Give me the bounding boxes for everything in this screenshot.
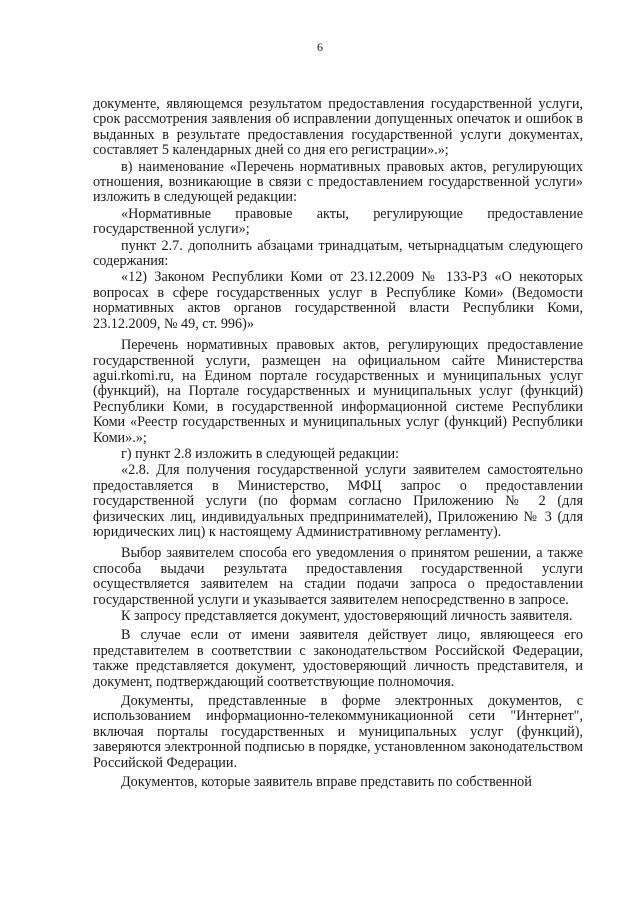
paragraph-2-8: «2.8. Для получения государственной услуги заявителем самостоятельно предоставляется в Министерство, МФЦ запрос о предоставлении государственной услуги (по формам согласно Приложению № 2 (для физических лиц, индивидуальных предпринимателей), Приложению № 3 (для юридических лиц) к настоящему Административному регламенту).: [93, 462, 583, 540]
paragraph-notification-choice: Выбор заявителем способа его уведомления о принятом решении, а также способа выдачи результата предоставления государственной услуги осуществляется заявителем на стадии подачи запроса о предоставлении государственной услуги и указывается заявителем непосредственно в запросе.: [93, 545, 583, 608]
page-number: 6: [317, 40, 323, 54]
paragraph-point-2-7: пункт 2.7. дополнить абзацами тринадцатым, четырнадцатым следующего содержания:: [93, 237, 583, 270]
document-body: [93, 97, 583, 790]
paragraph-electronic-documents: Документы, представленные в форме электронных документов, с использованием информационно-телекоммуникационной сети "Интернет", включая порталы государственных и муниципальных услуг (функций), заверяются электронной подписью в порядке, установленном законодательством Российской Федерации.: [93, 693, 583, 771]
paragraph-representative: В случае если от имени заявителя действует лицо, являющееся его представителем в соответствии с законодательством Российской Федерации, также представляется документ, удостоверяющий личность представителя, и документ, подтверждающий соответствующие полномочия.: [93, 627, 583, 690]
paragraph-new-title: «Нормативные правовые акты, регулирующие предоставление государственной услуги»;: [93, 205, 583, 238]
paragraph-documents-tail: Документов, которые заявитель вправе представить по собственной: [121, 774, 532, 791]
paragraph-item-v: в) наименование «Перечень нормативных правовых актов, регулирующих отношения, возникающие в связи с предоставлением государственной услуги» изложить в следующей редакции:: [93, 158, 583, 206]
paragraph-continuation: документе, являющемся результатом предоставления государственной услуги, срок рассмотрения заявления об исправлении допущенных опечаток и ошибок в выданных в результате предоставления государственной услуги документах, составляет 5 календарных дней со дня его регистрации».»;: [93, 96, 583, 159]
paragraph-law-12: «12) Законом Республики Коми от 23.12.2009 № 133-РЗ «О некоторых вопросах в сфере государственных услуг в Республике Коми» (Ведомости нормативных актов органов государственной власти Республики Коми, 23.12.2009, № 49, ст. 996)»: [93, 269, 583, 332]
paragraph-item-g: г) пункт 2.8 изложить в следующей редакции:: [121, 445, 400, 462]
paragraph-identity-document: К запросу представляется документ, удостоверяющий личность заявителя.: [121, 608, 573, 624]
paragraph-acts-list: Перечень нормативных правовых актов, регулирующих предоставление государственной услуги, размещен на официальном сайте Министерства agui.rkomi.ru, на Едином портале государственных и муниципальных услуг (функций), на Портале государственных и муниципальных услуг (функций) Республики Коми, в государственной информационной системе Республики Коми «Реестр государственных и муниципальных услуг (функций) Республики Коми».»;: [93, 337, 583, 446]
